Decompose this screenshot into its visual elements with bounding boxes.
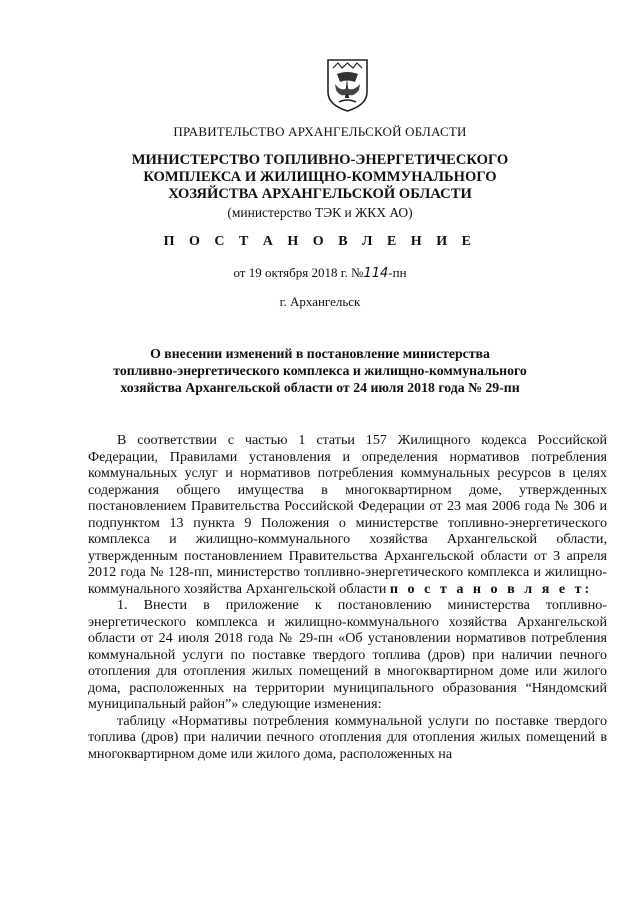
subject-line: О внесении изменений в постановление министерства: [150, 346, 490, 361]
document-body: [88, 432, 607, 762]
subject-line: хозяйства Архангельской области от 24 июля 2018 года № 29-пн: [120, 380, 520, 395]
document-subject: [60, 345, 580, 396]
ministry-name-line: КОМПЛЕКСА И ЖИЛИЩНО-КОММУНАЛЬНОГО: [143, 169, 497, 185]
ministry-name: [60, 152, 580, 203]
body-paragraph: таблицу «Нормативы потребления коммунальной услуги по поставке твердого топлива (дров) при наличии печного отопления для отопления жилых помещений в многоквартирном доме или жилого дома, расположенных на: [88, 712, 607, 762]
ministry-abbreviation: (министерство ТЭК и ЖКХ АО): [227, 205, 413, 220]
resolution-keyword: п о с т а н о в л я е т:: [389, 580, 593, 597]
document-type-title: П О С Т А Н О В Л Е Н И Е: [163, 234, 477, 249]
number-suffix: -пн: [388, 265, 407, 280]
ministry-name-line: ХОЗЯЙСТВА АРХАНГЕЛЬСКОЙ ОБЛАСТИ: [168, 186, 472, 202]
body-paragraph: [88, 432, 607, 597]
government-name: ПРАВИТЕЛЬСТВО АРХАНГЕЛЬСКОЙ ОБЛАСТИ: [173, 124, 467, 139]
paragraph-text: В соответствии с частью 1 статьи 157 Жилищного кодекса Российской Федерации, Правилами установления и определения нормативов потребления коммунальных услуг и нормативов потребления коммунальных ресурсов в целях содержания общего имущества в многоквартирном доме, утвержденных постановлением Правительства Российской Федерации от 23 мая 2006 года № 306 и подпунктом 13 пункта 9 Положения о министерстве топливно-энергетического комплекса и жилищно-коммунального хозяйства Архангельской области, утвержденным постановлением Правительства Архангельской области от 3 апреля 2012 года № 128-пп, министерство топливно-энергетического комплекса и жилищно-коммунального хозяйства Архангельской области: [88, 432, 607, 597]
handwritten-number: 114: [363, 266, 389, 281]
ministry-name-line: МИНИСТЕРСТВО ТОПЛИВНО-ЭНЕРГЕТИЧЕСКОГО: [131, 152, 509, 168]
subject-line: топливно-энергетического комплекса и жилищно-коммунального: [113, 363, 527, 378]
coat-of-arms-emblem-icon: [325, 58, 370, 112]
document-city: г. Архангельск: [279, 294, 361, 309]
document-date-number: [60, 265, 580, 281]
body-paragraph: 1. Внести в приложение к постановлению министерства топливно-энергетического комплекса и жилищно-коммунального хозяйства Архангельской области от 24 июля 2018 года № 29-пн «Об установлении нормативов потребления коммунальной услуги по поставке твердого топлива (дров) при наличии печного отопления для отопления жилых помещений в многоквартирном доме или жилого дома, расположенных на территории муниципального образования “Няндомский муниципальный район”» следующие изменения:: [88, 597, 607, 712]
date-prefix: от 19 октября 2018 г. №: [233, 265, 364, 280]
